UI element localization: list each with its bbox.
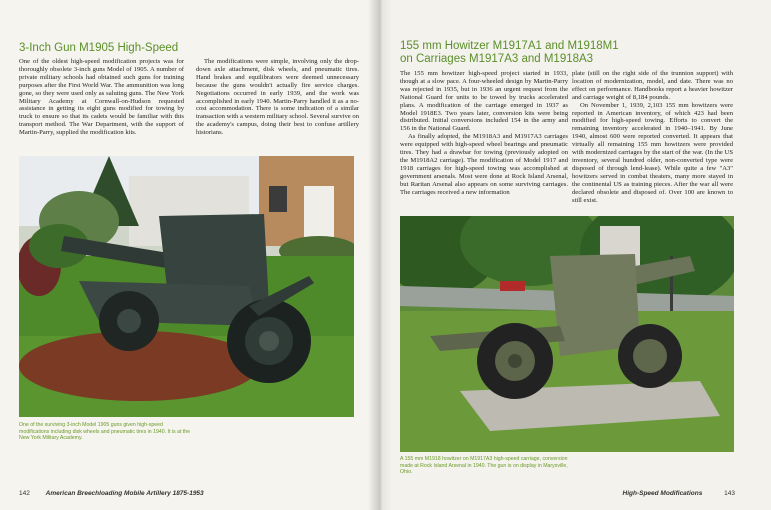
right-col1-paragraph-1: The 155 mm howitzer high-speed project started in 1933, though at a slow pace. A four-wheeled design by Martin-Parry was rejected in 1935, but in 1936 an urgent request from the National Guard for units to be towed by trucks accelerated plans. A modification of the carriage emerged in 1937 as Model 1918E3. Two years later, conversion kits were being distributed. Initial conversions included 154 in the army and 156 in the National Guard. <box>400 70 568 133</box>
right-photo-caption: A 155 mm M1918 howitzer on M1917A3 high-speed carriage, conversion made at Rock Island Arsenal in 1940. The gun is on display in Marysville, Ohio. <box>400 456 568 476</box>
photo-155mm-howitzer <box>400 216 734 452</box>
right-text-column-2 <box>572 70 733 204</box>
left-col1-paragraph: One of the oldest high-speed modification projects was for thoroughly obsolete 3-inch guns Model of 1905. A number of private military schools had obtained such guns for training purposes after the First World War. The ammunition was long gone, so they were used only as saluting guns. The New York Military Academy at Cornwall-on-Hudson requested assistance in getting its eight guns modified for towing by truck to ensure so that its cadets would be familiar with this transport method. The War Department, with the support of Martin-Parry, supplied the modification kits. <box>19 58 184 137</box>
left-text-column-1 <box>19 58 184 137</box>
right-page-heading <box>400 40 619 66</box>
right-heading-line-1: 155 mm Howitzer M1917A1 and M1918M1 <box>400 40 619 52</box>
left-page-heading: 3-Inch Gun M1905 High-Speed <box>19 42 179 54</box>
left-running-title: American Breechloading Mobile Artillery 1875-1953 <box>45 490 204 497</box>
right-page-footer <box>600 490 735 497</box>
left-col2-paragraph: The modifications were simple, involving only the drop-down axle attachment, disk wheels, and pneumatic tires. Hand brakes and equilibrators were deemed unnecessary because the guns wouldn't actually fire service charges. Negotiations occurred in early 1939, and the work was accomplished in early 1940. Martin-Parry handled it as a no-cost accommodation. There is some indication of a similar transaction with a western military school. Several survive on the academy's campus, doing their best to confuse artillery historians. <box>196 58 359 137</box>
left-photo-caption: One of the surviving 3-inch Model 1905 guns given high-speed modifications including disk wheels and pneumatic tires in 1940. It is at the New York Military Academy. <box>19 422 190 442</box>
right-col2-paragraph-2: On November 1, 1939, 2,103 155 mm howitzers were reported in American inventory, of which 423 had been modified for high-speed towing. Efforts to convert the remaining inventory accelerated in 1940–1941. By June 1940, almost 600 were reported converted. It appears that virtually all remaining 155 mm howitzers were provided with modernized carriages by the start of the war. (In the US inventory, several hundred older, non-converted type were disposed of through lend-lease). While quite a few "A3" howitzers served in combat theaters, many more stayed in the continental US as training pieces. After the war all were declared obsolete and disposed of. Over 100 are known to still exist. <box>572 101 733 204</box>
right-text-column-1 <box>400 70 568 197</box>
right-page-number: 143 <box>724 490 735 497</box>
right-heading-line-2: on Carriages M1917A3 and M1918A3 <box>400 53 594 65</box>
right-col2-paragraph-1: plate (still on the right side of the trunnion support) with location of modernization, model, and date. There was no effect on performance. Handbooks report a heavier howitzer and carriage weight of 8,184 pounds. <box>572 70 733 101</box>
left-text-column-2 <box>196 58 359 137</box>
left-page-number: 142 <box>19 490 30 497</box>
left-page-footer <box>19 490 204 497</box>
right-page <box>380 0 771 510</box>
photo-3-inch-gun <box>19 156 354 417</box>
right-running-title: High-Speed Modifications <box>622 490 703 497</box>
right-col1-paragraph-2: As finally adopted, the M1918A3 and M1917A3 carriages were equipped with high-speed wheel bearings and pneumatic tires. They had a drawbar for towing (previously adopted on the M1918A2 carriage). The modification of Model 1917 and 1918 carriages for high-speed towing was accomplished at government arsenals. Most were done at Rock Island Arsenal, but Raritan Arsenal also appears on some surviving carriages. The carriages received a new information <box>400 133 568 196</box>
left-page <box>0 0 380 510</box>
